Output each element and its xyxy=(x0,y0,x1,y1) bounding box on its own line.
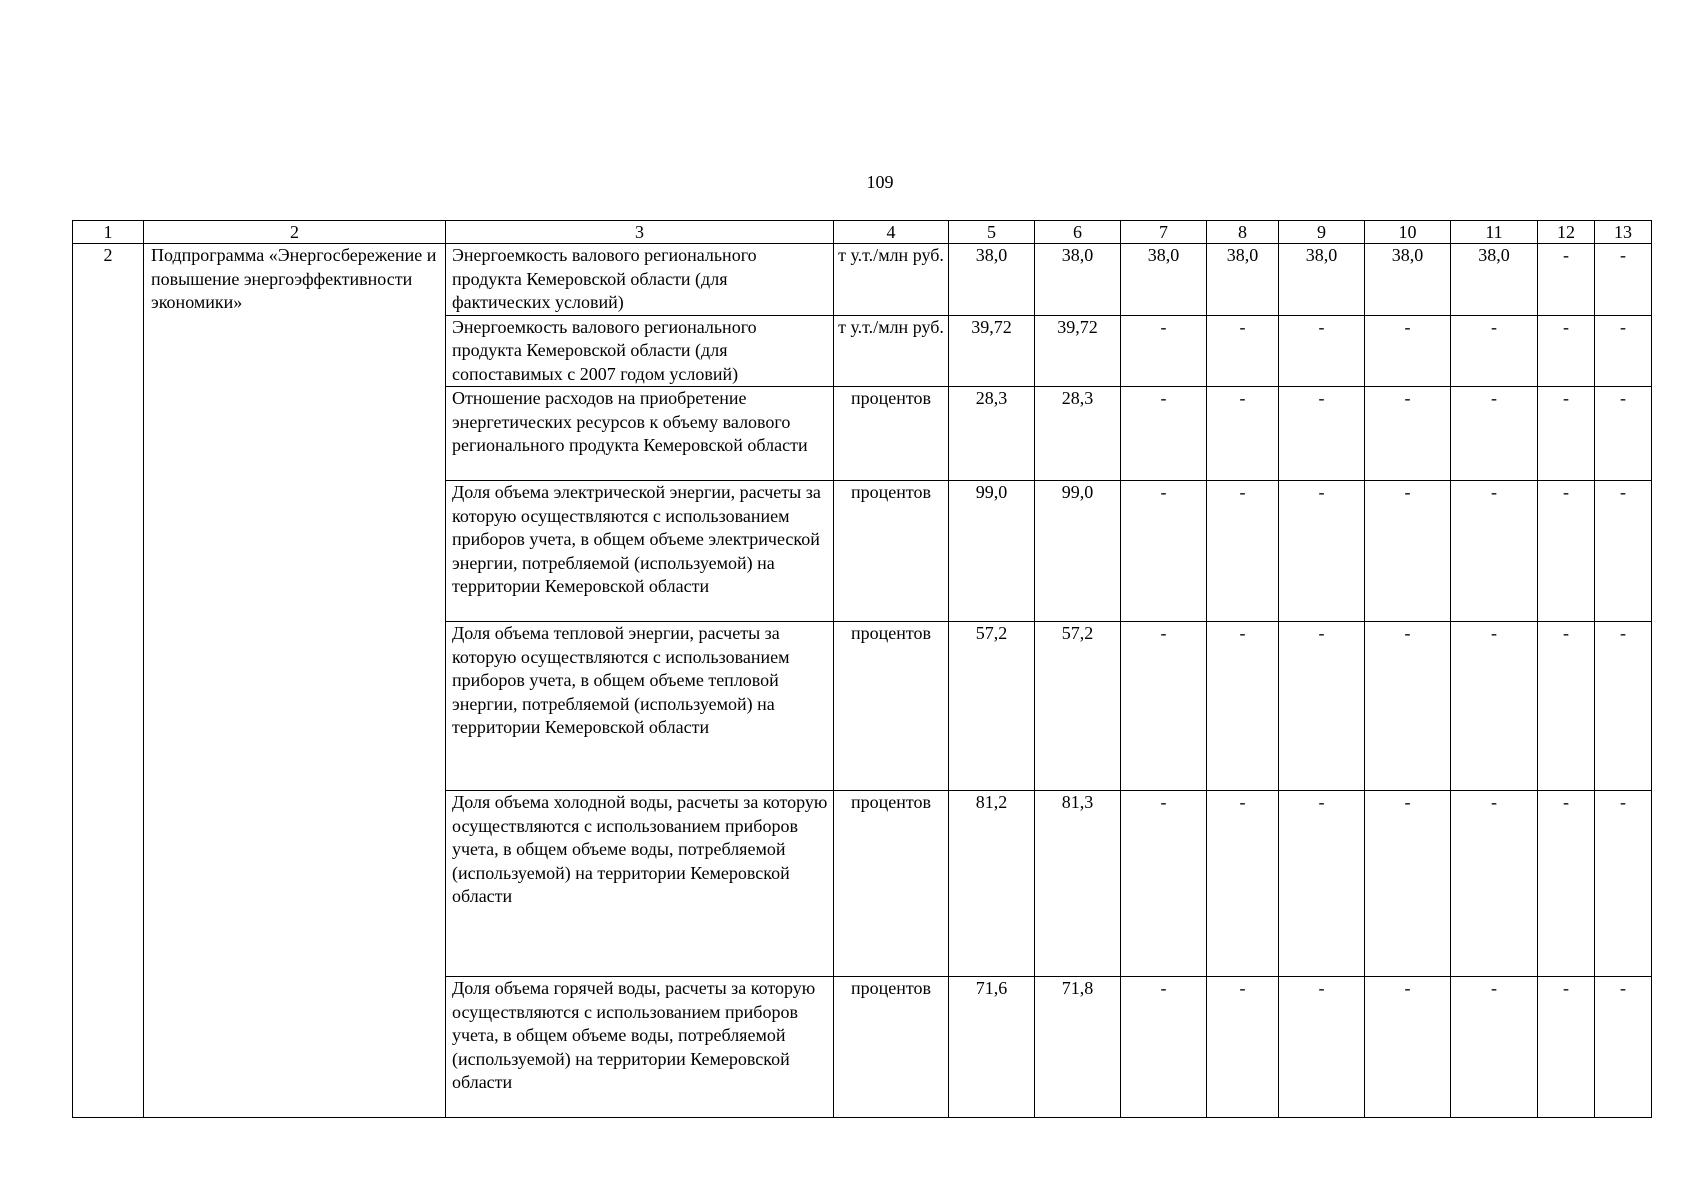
unit-cell: процентов xyxy=(834,977,949,1118)
value-cell: - xyxy=(1279,481,1365,622)
value-cell: - xyxy=(1121,387,1207,481)
indicator-name: Доля объема электрической энергии, расчеты за которую осуществляются с использованием приборов учета, в общем объеме электрической энергии, потребляемой (используемой) на территории Кемеровской области xyxy=(446,481,834,622)
value-cell: 81,3 xyxy=(1035,791,1121,977)
unit-cell: процентов xyxy=(834,387,949,481)
value-cell: - xyxy=(1595,315,1652,387)
value-cell: - xyxy=(1207,977,1279,1118)
value-cell: - xyxy=(1279,622,1365,791)
value-cell: 39,72 xyxy=(949,315,1035,387)
value-cell: - xyxy=(1365,315,1451,387)
value-cell: - xyxy=(1595,244,1652,316)
value-cell: - xyxy=(1121,977,1207,1118)
header-cell: 13 xyxy=(1595,221,1652,244)
value-cell: 38,0 xyxy=(1365,244,1451,316)
value-cell: - xyxy=(1538,387,1595,481)
value-cell: - xyxy=(1595,622,1652,791)
value-cell: 38,0 xyxy=(1035,244,1121,316)
header-row xyxy=(73,221,1652,244)
header-cell: 12 xyxy=(1538,221,1595,244)
header-cell: 2 xyxy=(144,221,446,244)
value-cell: - xyxy=(1538,977,1595,1118)
value-cell: - xyxy=(1451,622,1538,791)
value-cell: - xyxy=(1595,791,1652,977)
header-cell: 7 xyxy=(1121,221,1207,244)
value-cell: - xyxy=(1365,622,1451,791)
subprogram-name: Подпрограмма «Энергосбережение и повышение энергоэффективности экономики» xyxy=(144,244,446,1118)
value-cell: 99,0 xyxy=(949,481,1035,622)
value-cell: - xyxy=(1207,791,1279,977)
indicator-name: Доля объема холодной воды, расчеты за которую осуществляются с использованием приборов учета, в общем объеме воды, потребляемой (используемой) на территории Кемеровской области xyxy=(446,791,834,977)
value-cell: - xyxy=(1365,387,1451,481)
value-cell: - xyxy=(1121,791,1207,977)
header-cell: 11 xyxy=(1451,221,1538,244)
value-cell: - xyxy=(1595,481,1652,622)
value-cell: - xyxy=(1365,481,1451,622)
value-cell: 57,2 xyxy=(949,622,1035,791)
value-cell: 71,6 xyxy=(949,977,1035,1118)
value-cell: - xyxy=(1451,315,1538,387)
value-cell: 28,3 xyxy=(949,387,1035,481)
value-cell: - xyxy=(1451,387,1538,481)
value-cell: - xyxy=(1279,977,1365,1118)
value-cell: - xyxy=(1365,977,1451,1118)
unit-cell: процентов xyxy=(834,481,949,622)
indicator-name: Доля объема тепловой энергии, расчеты за которую осуществляются с использованием приборов учета, в общем объеме тепловой энергии, потребляемой (используемой) на территории Кемеровской области xyxy=(446,622,834,791)
value-cell: - xyxy=(1538,622,1595,791)
indicators-table xyxy=(72,220,1652,1118)
value-cell: 39,72 xyxy=(1035,315,1121,387)
value-cell: 38,0 xyxy=(1121,244,1207,316)
value-cell: - xyxy=(1207,387,1279,481)
header-cell: 4 xyxy=(834,221,949,244)
value-cell: - xyxy=(1279,387,1365,481)
value-cell: - xyxy=(1538,315,1595,387)
indicator-name: Энергоемкость валового регионального продукта Кемеровской области (для сопоставимых с 2007 годом условий) xyxy=(446,315,834,387)
value-cell: - xyxy=(1279,315,1365,387)
value-cell: - xyxy=(1595,387,1652,481)
value-cell: - xyxy=(1207,481,1279,622)
value-cell: - xyxy=(1595,977,1652,1118)
header-cell: 5 xyxy=(949,221,1035,244)
value-cell: 38,0 xyxy=(949,244,1035,316)
value-cell: - xyxy=(1451,977,1538,1118)
unit-cell: т у.т./млн руб. xyxy=(834,244,949,316)
header-cell: 3 xyxy=(446,221,834,244)
header-cell: 6 xyxy=(1035,221,1121,244)
indicator-name: Отношение расходов на приобретение энергетических ресурсов к объему валового регионального продукта Кемеровской области xyxy=(446,387,834,481)
group-number: 2 xyxy=(73,244,144,1118)
value-cell: - xyxy=(1538,791,1595,977)
value-cell: - xyxy=(1538,244,1595,316)
value-cell: 38,0 xyxy=(1279,244,1365,316)
value-cell: - xyxy=(1121,481,1207,622)
value-cell: - xyxy=(1365,791,1451,977)
value-cell: 28,3 xyxy=(1035,387,1121,481)
value-cell: 81,2 xyxy=(949,791,1035,977)
value-cell: 99,0 xyxy=(1035,481,1121,622)
value-cell: - xyxy=(1121,315,1207,387)
value-cell: - xyxy=(1207,315,1279,387)
value-cell: - xyxy=(1207,622,1279,791)
unit-cell: процентов xyxy=(834,791,949,977)
unit-cell: процентов xyxy=(834,622,949,791)
header-cell: 1 xyxy=(73,221,144,244)
header-cell: 9 xyxy=(1279,221,1365,244)
header-cell: 10 xyxy=(1365,221,1451,244)
header-cell: 8 xyxy=(1207,221,1279,244)
value-cell: 38,0 xyxy=(1207,244,1279,316)
indicator-name: Доля объема горячей воды, расчеты за которую осуществляются с использованием приборов учета, в общем объеме воды, потребляемой (используемой) на территории Кемеровской области xyxy=(446,977,834,1118)
unit-cell: т у.т./млн руб. xyxy=(834,315,949,387)
table-row xyxy=(73,244,1652,316)
indicator-name: Энергоемкость валового регионального продукта Кемеровской области (для фактических условий) xyxy=(446,244,834,316)
value-cell: - xyxy=(1451,791,1538,977)
value-cell: - xyxy=(1451,481,1538,622)
value-cell: - xyxy=(1538,481,1595,622)
value-cell: 57,2 xyxy=(1035,622,1121,791)
value-cell: - xyxy=(1279,791,1365,977)
value-cell: - xyxy=(1121,622,1207,791)
value-cell: 71,8 xyxy=(1035,977,1121,1118)
page-number: 109 xyxy=(866,172,894,192)
value-cell: 38,0 xyxy=(1451,244,1538,316)
